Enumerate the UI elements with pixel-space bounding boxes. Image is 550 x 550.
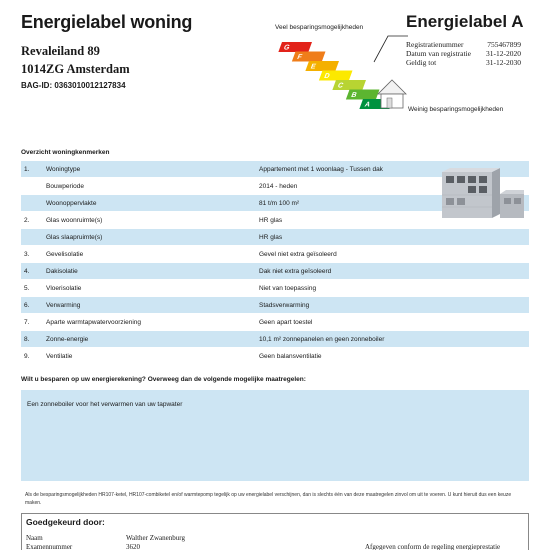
energy-band-letter: F — [295, 52, 304, 62]
row-number: 8. — [24, 335, 30, 343]
energy-band-e — [305, 61, 339, 71]
registration-date-value: 31-12-2020 — [486, 49, 521, 59]
exam-number-label: Examennummer — [26, 543, 73, 550]
row-value: 10,1 m² zonnepanelen en geen zonneboiler — [259, 335, 385, 343]
registration-number-label: Registratienummer — [406, 40, 464, 49]
address-street: Revaleiland 89 — [21, 44, 100, 58]
table-row — [21, 348, 529, 365]
table-row — [21, 246, 529, 263]
table-row — [21, 314, 529, 331]
row-label: Dakisolatie — [46, 267, 78, 275]
row-value: Geen apart toestel — [259, 318, 313, 326]
energy-band-g — [278, 42, 312, 52]
energy-band-letter: E — [309, 61, 318, 71]
conformity-note: Afgegeven conform de regeling energieprestatie — [365, 543, 501, 550]
registration-block — [406, 40, 521, 68]
energy-band-b — [346, 90, 380, 100]
row-number: 3. — [24, 250, 30, 258]
row-label: Gevelisolatie — [46, 250, 84, 258]
table-row — [21, 331, 529, 348]
energy-band-letter: A — [363, 99, 372, 109]
row-label: Glas slaapruimte(s) — [46, 233, 103, 241]
row-number: 6. — [24, 301, 30, 309]
row-number: 4. — [24, 267, 30, 275]
table-row — [21, 229, 529, 246]
row-label: Aparte warmtapwatervoorziening — [46, 318, 142, 326]
approver-name-label: Naam — [26, 534, 43, 542]
row-label: Vloerisolatie — [46, 284, 82, 292]
energy-label-title: Energielabel A — [406, 12, 524, 31]
row-label: Bouwperiode — [46, 182, 84, 190]
row-label: Woonoppervlakte — [46, 199, 97, 207]
row-value: HR glas — [259, 233, 283, 241]
row-number: 5. — [24, 284, 30, 292]
overview-title: Overzicht woningkenmerken — [21, 149, 110, 156]
building-icon — [442, 168, 524, 218]
energy-band-d — [319, 71, 353, 81]
house-icon — [378, 80, 406, 108]
table-row — [21, 280, 529, 297]
row-value: Gevel niet extra geïsoleerd — [259, 250, 337, 258]
row-label: Woningtype — [46, 165, 81, 173]
row-number: 7. — [24, 318, 30, 326]
valid-until-value: 31-12-2030 — [486, 58, 521, 68]
row-label: Verwarming — [46, 301, 81, 309]
approver-name-value: Walther Zwanenburg — [126, 534, 185, 542]
energy-band-f — [292, 52, 326, 62]
row-value: 81 t/m 100 m² — [259, 199, 300, 207]
energy-band-letter: D — [322, 71, 332, 81]
row-value: Dak niet extra geïsoleerd — [259, 267, 332, 275]
row-value: Stadsverwarming — [259, 301, 310, 309]
table-row — [21, 297, 529, 314]
approval-title: Goedgekeurd door: — [26, 517, 105, 527]
valid-until-label: Geldig tot — [406, 58, 437, 68]
approval-block — [21, 513, 529, 550]
row-number: 9. — [24, 352, 30, 360]
advice-box — [21, 390, 529, 481]
row-value: HR glas — [259, 216, 283, 224]
exam-number-value: 3620 — [126, 543, 140, 550]
energy-band-c — [332, 80, 366, 90]
registration-date-label: Datum van registratie — [406, 49, 471, 59]
advice-measure: Een zonneboiler voor het verwarmen van uw tapwater — [27, 401, 183, 408]
row-value: Niet van toepassing — [259, 284, 317, 292]
row-value: 2014 - heden — [259, 182, 298, 190]
registration-number-value: 755467899 — [487, 40, 521, 49]
advice-question: Wilt u besparen op uw energierekening? Overweeg dan de volgende mogelijke maatregelen: — [21, 376, 306, 383]
row-label: Ventilatie — [46, 352, 73, 360]
row-number: 2. — [24, 216, 30, 224]
row-value: Geen balansventilatie — [259, 352, 322, 360]
scale-bottom-label: Weinig besparingsmogelijkheden — [408, 106, 504, 113]
pointer-line — [374, 36, 408, 62]
footnote: Als de besparingsmogelijkheden HR107-ketel, HR107-combiketel en/of warmtepomp tegelijk op uw energielabel verschijnen, dan is slechts één van deze maatregelen zinvol om uit te voeren. U kunt hieruit dus een keuze maken. — [25, 492, 512, 506]
row-number: 1. — [24, 165, 30, 173]
page-title: Energielabel woning — [21, 12, 193, 32]
scale-top-label: Veel besparingsmogelijkheden — [275, 24, 364, 31]
row-label: Zonne-energie — [46, 335, 89, 343]
energy-band-letter: B — [349, 90, 359, 100]
energy-band-letter: G — [282, 42, 292, 52]
row-label: Glas woonruimte(s) — [46, 216, 103, 224]
bag-id: BAG-ID: 0363010012127834 — [21, 81, 126, 90]
table-row — [21, 263, 529, 280]
address-city: 1014ZG Amsterdam — [21, 62, 130, 76]
row-value: Appartement met 1 woonlaag - Tussen dak — [259, 165, 383, 173]
energy-band-letter: C — [336, 80, 345, 90]
